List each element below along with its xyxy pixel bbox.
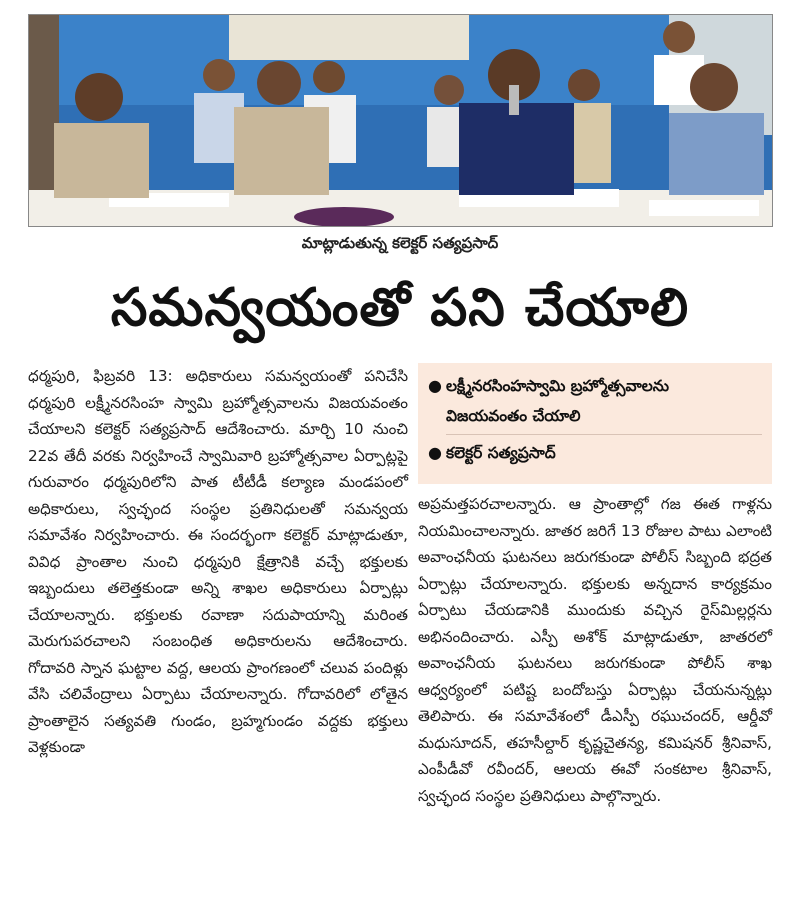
headline: సమన్వయంతో పని చేయాలి [110,278,690,338]
divider [446,434,762,435]
article-text-right: అప్రమత్తపరచాలన్నారు. ఆ ప్రాంతాల్లో గజ ఈత గాళ్లను నియమించాలన్నారు. జాతర జరిగే 13 రోజుల పాటు ఎలాంటి అవాంఛనీయ ఘటనలు జరుగకుండా పోలీస్ సిబ్బంది భద్రత ఏర్పాట్లు చేయాలన్నారు. భక్తులకు అన్నదాన కార్యక్రమం ఏర్పాటు చేయడానికి ముందుకు వచ్చిన రైస్‌మిల్లర్లను అభినందించారు. ఎస్పీ అశోక్ మాట్లాడుతూ, జాతరలో అవాంఛనీయ ఘటనలు జరుగకుండా పోలీస్ శాఖ ఆధ్వర్యంలో పటిష్ట బందోబస్తు ఏర్పాట్లు చేయనున్నట్లు తెలిపారు. ఈ సమావేశంలో డీఎస్పీ రఘుచందర్, ఆర్డీవో మధుసూదన్, తహసీల్దార్ కృష్ణచైతన్య, కమిషనర్ శ్రీనివాస్, ఎంపీడీవో రవీందర్, ఆలయ ఈవో సంకటాల శ్రీనివాస్, స్వచ్ఛంద సంస్థల ప్రతినిధులు పాల్గొన్నారు. [418,495,772,805]
highlight-item [428,371,762,401]
article-text-left: ధర్మపురి, ఫిబ్రవరి 13: అధికారులు సమన్వయంతో పనిచేసి ధర్మపురి లక్ష్మీనరసింహ స్వామి బ్రహ్మోత్సవాలను విజయవంతం చేయాలని కలెక్టర్ సత్యప్రసాద్ ఆదేశించారు. మార్చి 10 నుంచి 22వ తేదీ వరకు నిర్వహించే స్వామివారి బ్రహ్మోత్సవాల ఏర్పాట్లపై గురువారం ధర్మపురిలోని పాత టీటీడీ కల్యాణ మండపంలో అధికారులు, స్వచ్ఛంద సంస్థల ప్రతినిధులతో సమన్వయ సమావేశం నిర్వహించారు. ఈ సందర్భంగా కలెక్టర్ మాట్లాడుతూ, వివిధ ప్రాంతాల నుంచి ధర్మపురి క్షేత్రానికి వచ్చే భక్తులకు ఇబ్బందులు తలెత్తకుండా అన్ని శాఖల అధికారులు ఏర్పాట్లు చేయాలన్నారు. భక్తులకు రవాణా సదుపాయాన్ని మరింత మెరుగుపరచాలని సంబంధిత అధికారులను ఆదేశించారు. గోదావరి స్నాన ఘట్టాల వద్ద, ఆలయ ప్రాంగణంలో చలువ పందిళ్లు వేసి చలివేంద్రాలు ఏర్పాటు చేయాలన్నారు. గోదావరిలో లోతైన ప్రాంతాలైన సత్యవతి గుండం, బ్రహ్మగుండం వద్దకు భక్తులు వెళ్లకుండా [28,367,408,756]
highlight-item-cont [428,401,762,431]
highlight-text: విజయవంతం చేయాలి [446,407,581,425]
highlight-text: లక్ష్మీనరసింహస్వామి బ్రహ్మోత్సవాలను [446,377,669,395]
news-photo [28,14,773,227]
bullet-icon: ● [428,376,442,395]
highlight-item [428,438,762,468]
press-meet-photo-icon [29,15,773,227]
highlight-text: కలెక్టర్ సత్యప్రసాద్ [446,444,556,462]
article-column-right [418,491,772,809]
highlight-box [418,363,772,484]
bullet-icon: ● [428,443,442,462]
article-column-left [28,363,408,761]
photo-caption: మాట్లాడుతున్న కలెక్టర్ సత్యప్రసాద్ [301,234,499,252]
